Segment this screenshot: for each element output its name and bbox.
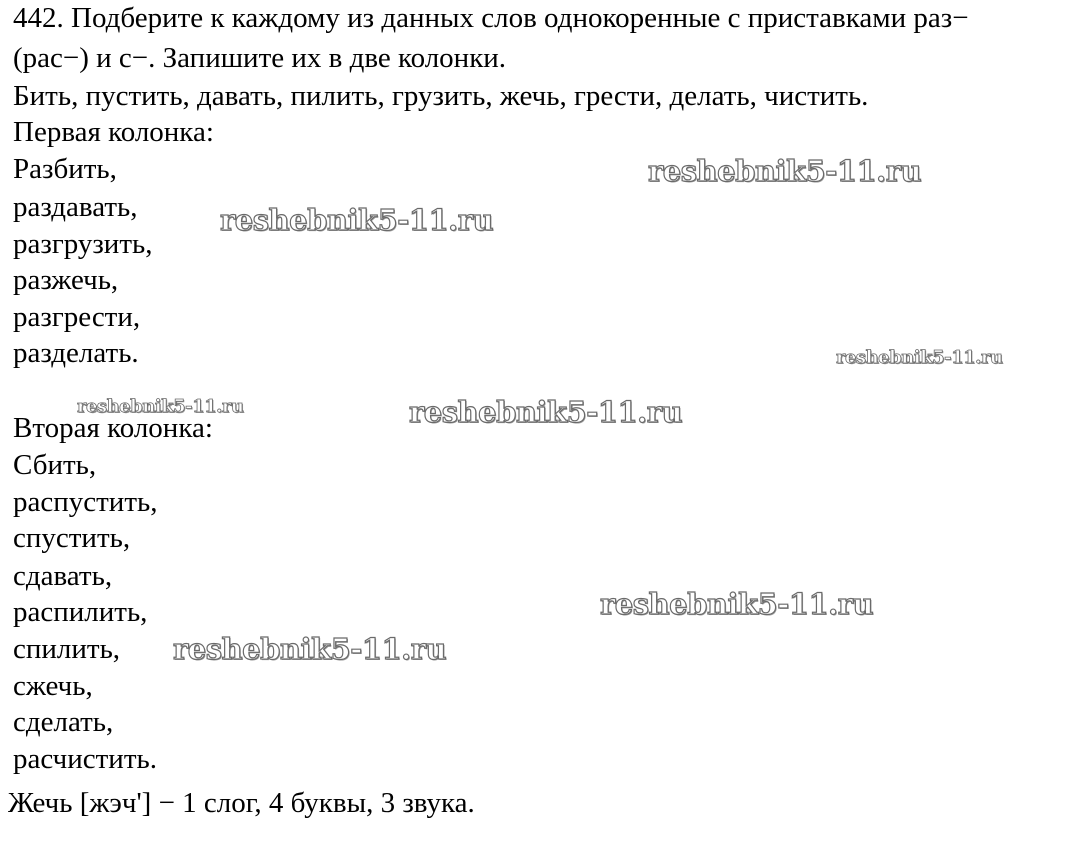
column1-item: разделать. — [13, 337, 139, 369]
watermark: reshebnik5-11.ru — [648, 154, 922, 188]
phonetic-analysis: Жечь [жэч'] − 1 слог, 4 буквы, 3 звука. — [8, 787, 475, 819]
column1-item: Разбить, — [13, 153, 117, 185]
column2-item: расчистить. — [13, 743, 157, 775]
column2-item: распилить, — [13, 596, 148, 628]
watermark: reshebnik5-11.ru — [836, 347, 1003, 368]
task-word-list: Бить, пустить, давать, пилить, грузить, жечь, грести, делать, чистить. — [13, 80, 869, 112]
column2-item: спилить, — [13, 633, 121, 665]
task-heading-line-1: 442. Подберите к каждому из данных слов однокоренные с приставками раз− — [13, 2, 969, 34]
watermark: reshebnik5-11.ru — [173, 632, 447, 666]
watermark: reshebnik5-11.ru — [600, 587, 874, 621]
column2-item: сделать, — [13, 706, 114, 738]
task-heading-line-2: (рас−) и с−. Запишите их в две колонки. — [13, 42, 507, 74]
column1-item: разжечь, — [13, 264, 119, 296]
column2-item: сжечь, — [13, 670, 93, 702]
column1-item: разгрузить, — [13, 228, 153, 260]
column2-item: распустить, — [13, 486, 158, 518]
column2-heading: Вторая колонка: — [13, 412, 213, 444]
watermark: reshebnik5-11.ru — [409, 395, 683, 429]
column2-item: спустить, — [13, 522, 131, 554]
column2-item: сдавать, — [13, 560, 113, 592]
column1-item: разгрести, — [13, 301, 141, 333]
column2-item: Сбить, — [13, 449, 97, 481]
column1-item: раздавать, — [13, 191, 138, 223]
watermark: reshebnik5-11.ru — [77, 396, 244, 417]
watermark: reshebnik5-11.ru — [220, 203, 494, 237]
column1-heading: Первая колонка: — [13, 116, 214, 148]
